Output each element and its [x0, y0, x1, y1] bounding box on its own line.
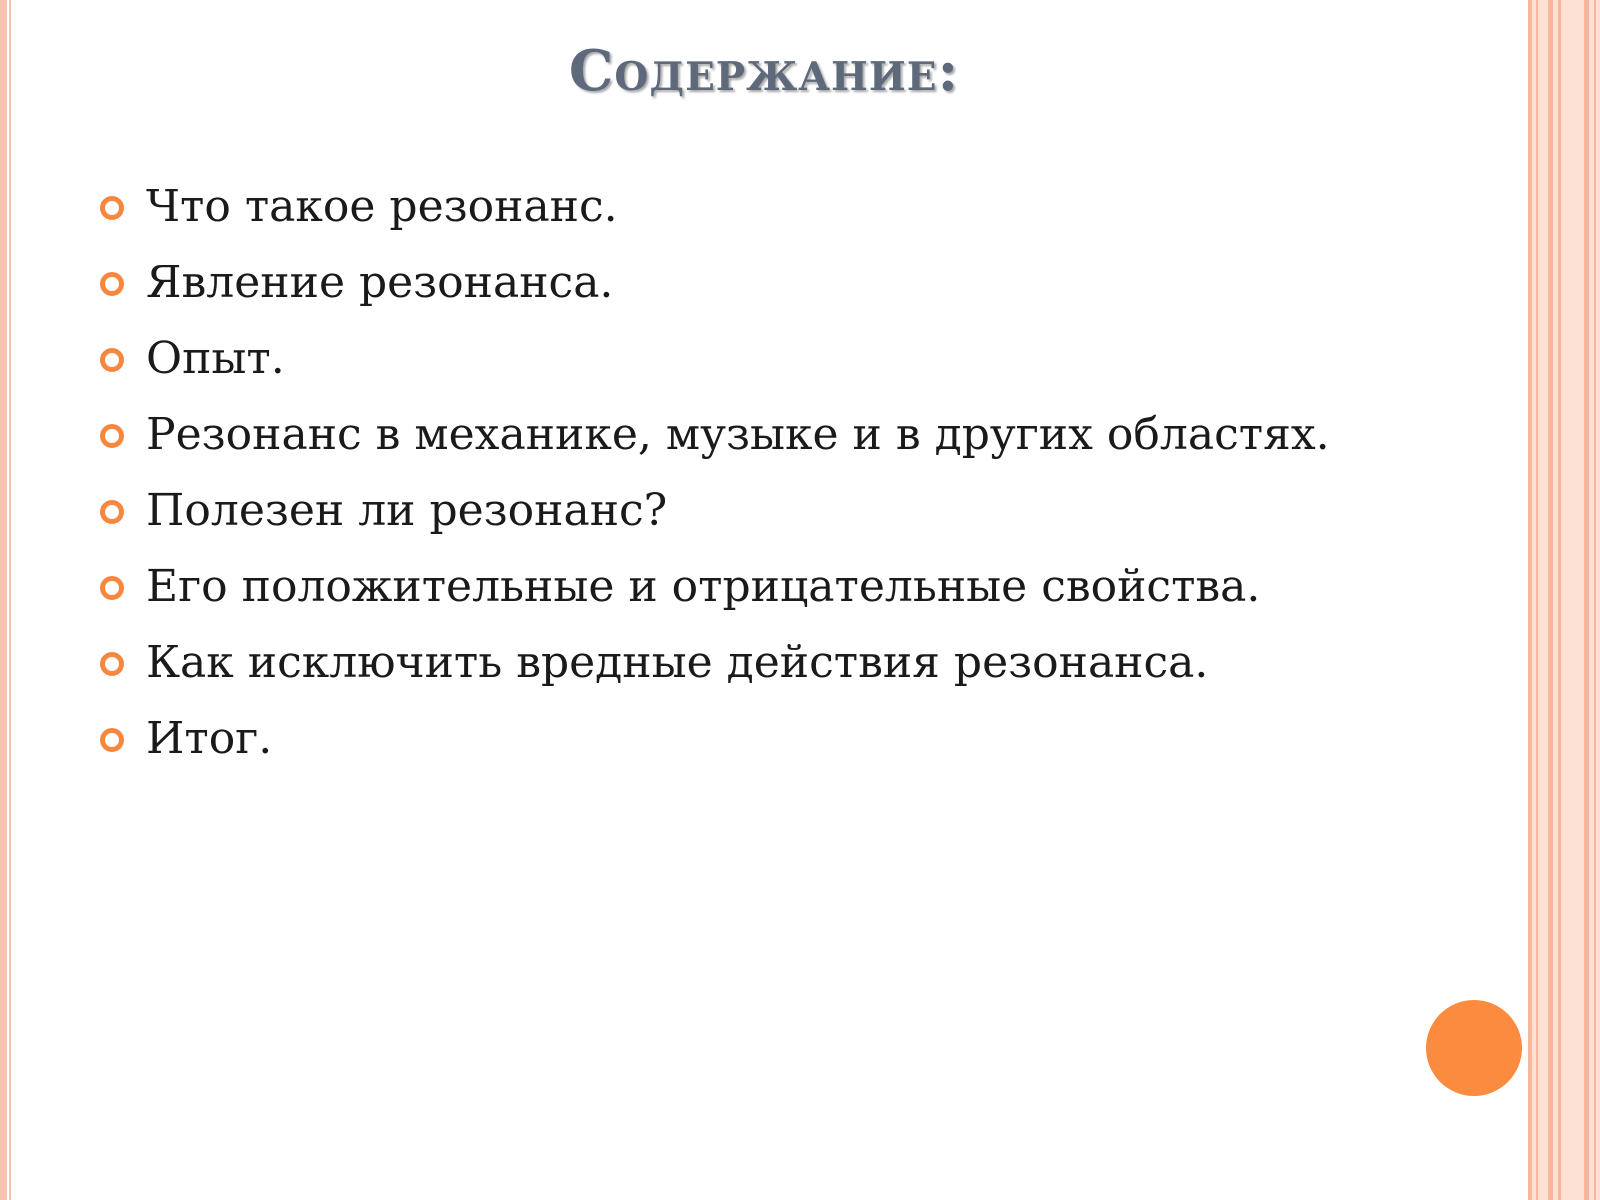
ring-bullet-icon: [100, 576, 124, 600]
ring-bullet-icon: [100, 500, 124, 524]
ring-bullet-icon: [100, 348, 124, 372]
list-item: [96, 176, 1396, 238]
contents-list: [96, 176, 1396, 784]
list-item: [96, 708, 1396, 770]
list-item: [96, 556, 1396, 618]
list-item: [96, 328, 1396, 390]
list-item-text: Явление резонанса.: [146, 257, 614, 308]
list-item: [96, 252, 1396, 314]
list-item: [96, 404, 1396, 466]
list-item-text: Полезен ли резонанс?: [146, 485, 668, 536]
right-stripe: [1584, 0, 1589, 1200]
left-border-stripe-thin: [9, 0, 11, 1200]
ring-bullet-icon: [100, 424, 124, 448]
slide-title: Содержание:: [568, 38, 960, 104]
ring-bullet-icon: [100, 652, 124, 676]
list-item: [96, 480, 1396, 542]
right-stripe: [1528, 0, 1532, 1200]
list-item-text: Как исключить вредные действия резонанса.: [146, 637, 1209, 688]
list-item-text: Его положительные и отрицательные свойства.: [146, 561, 1261, 612]
right-stripe: [1536, 0, 1538, 1200]
right-stripe: [1594, 0, 1596, 1200]
list-item: [96, 632, 1396, 694]
right-stripe: [1558, 0, 1561, 1200]
list-item-text: Опыт.: [146, 333, 285, 384]
right-decorative-band: [1528, 0, 1600, 1200]
ring-bullet-icon: [100, 728, 124, 752]
orange-circle-icon: [1426, 1000, 1522, 1096]
ring-bullet-icon: [100, 196, 124, 220]
ring-bullet-icon: [100, 272, 124, 296]
list-item-text: Что такое резонанс.: [146, 181, 618, 232]
list-item-text: Резонанс в механике, музыке и в других областях.: [146, 409, 1330, 460]
right-stripe: [1548, 0, 1553, 1200]
list-item-text: Итог.: [146, 713, 273, 764]
left-border-stripe: [0, 0, 7, 1200]
